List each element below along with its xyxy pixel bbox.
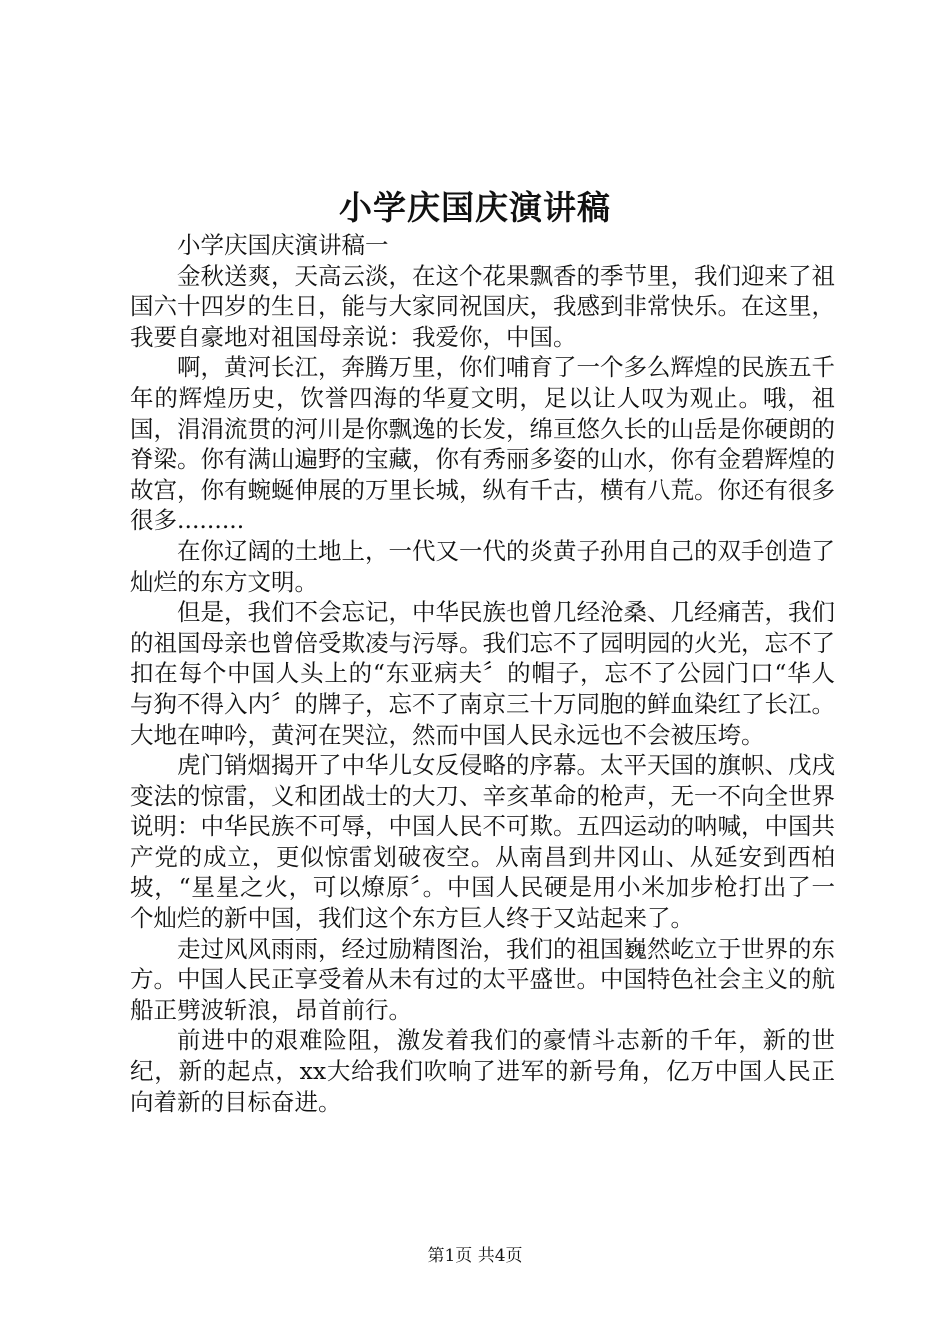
paragraph: 前进中的艰难险阻，激发着我们的豪情斗志新的千年，新的世纪，新的起点，xx大给我们吹响了进军的新号角，亿万中国人民正向着新的目标奋进。 xyxy=(130,1026,835,1116)
paragraph: 啊，黄河长江，奔腾万里，你们哺育了一个多么辉煌的民族五千年的辉煌历史，饮誉四海的华夏文明，足以让人叹为观止。哦，祖国，涓涓流贯的河川是你飘逸的长发，绵亘悠久长的山岳是你硬朗的脊梁。你有满山遍野的宝藏，你有秀丽多姿的山水，你有金碧辉煌的故宫，你有蜿蜒伸展的万里长城，纵有千古，横有八荒。你还有很多很多......... xyxy=(130,353,835,535)
document-body xyxy=(130,230,835,1117)
paragraph: 在你辽阔的土地上，一代又一代的炎黄子孙用自己的双手创造了灿烂的东方文明。 xyxy=(130,536,835,596)
paragraph: 但是，我们不会忘记，中华民族也曾几经沧桑、几经痛苦，我们的祖国母亲也曾倍受欺凌与污辱。我们忘不了园明园的火光，忘不了扣在每个中国人头上的“东亚病夫〞的帽子，忘不了公园门口“华人与狗不得入内〞的牌子，忘不了南京三十万同胞的鲜血染红了长江。大地在呻吟，黄河在哭泣，然而中国人民永远也不会被压垮。 xyxy=(130,598,835,749)
document-title: 小学庆国庆演讲稿 xyxy=(339,188,611,227)
page-number-footer: 第1页 共4页 xyxy=(427,1246,523,1266)
paragraph: 金秋送爽，天高云淡，在这个花果飘香的季节里，我们迎来了祖国六十四岁的生日，能与大家同祝国庆，我感到非常快乐。在这里，我要自豪地对祖国母亲说：我爱你，中国。 xyxy=(130,261,835,351)
section-heading: 小学庆国庆演讲稿一 xyxy=(177,231,389,259)
paragraph: 走过风风雨雨，经过励精图治，我们的祖国巍然屹立于世界的东方。中国人民正享受着从未有过的太平盛世。中国特色社会主义的航船正劈波斩浪，昂首前行。 xyxy=(130,934,835,1024)
paragraph: 虎门销烟揭开了中华儿女反侵略的序幕。太平天国的旗帜、戊戌变法的惊雷，义和团战士的大刀、辛亥革命的枪声，无一不向全世界说明：中华民族不可辱，中国人民不可欺。五四运动的呐喊，中国共产党的成立，更似惊雷划破夜空。从南昌到井冈山、从延安到西柏坡，“星星之火，可以燎原〞。中国人民硬是用小米加步枪打出了一个灿烂的新中国，我们这个东方巨人终于又站起来了。 xyxy=(130,751,835,933)
